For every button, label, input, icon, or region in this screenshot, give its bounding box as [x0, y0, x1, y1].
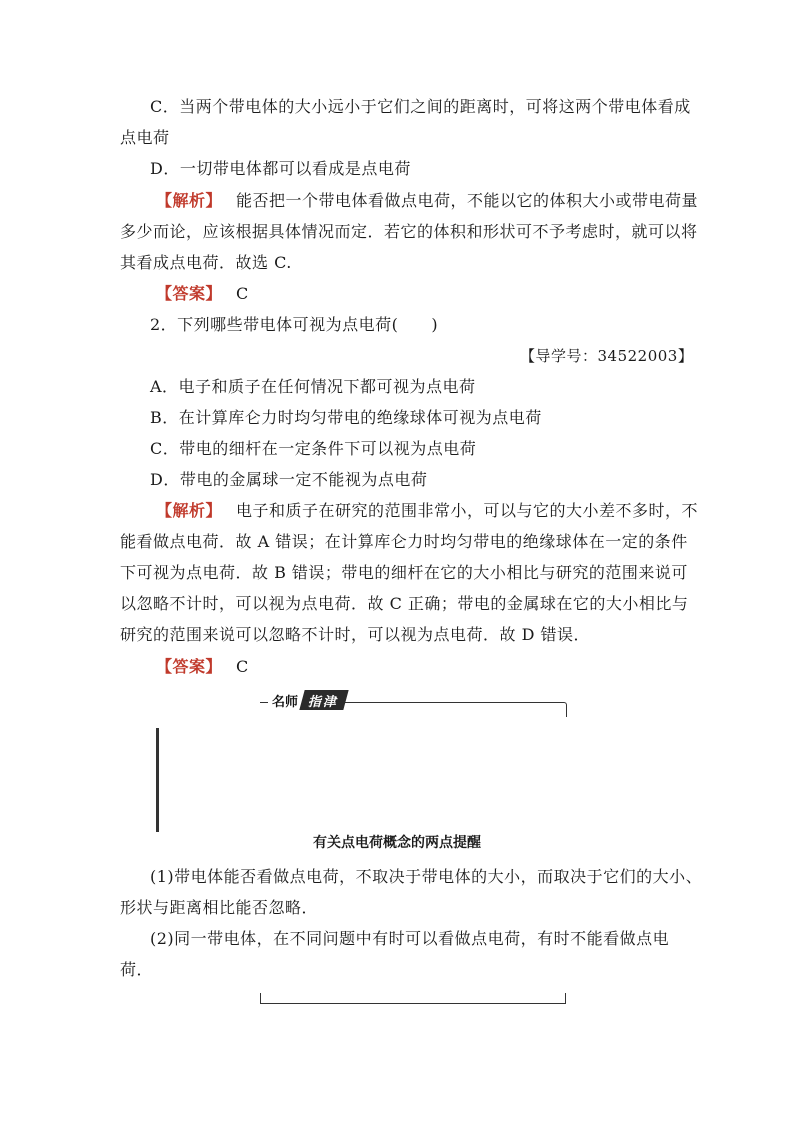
q2-option-b: B．在计算库仑力时均匀带电的绝缘球体可视为点电荷 — [150, 408, 542, 427]
q1-answer — [156, 283, 249, 305]
q2-analysis-line2: 能看做点电荷．故 A 错误；在计算库仑力时均匀带电的绝缘球体在一定的条件 — [120, 532, 688, 551]
q2-analysis-text: 电子和质子在研究的范围非常小，可以与它的大小差不多时，不 — [236, 501, 699, 520]
q1-analysis-line1 — [156, 190, 698, 212]
q1-option-d: D．一切带电体都可以看成是点电荷 — [150, 159, 411, 178]
q2-answer — [156, 656, 249, 678]
q2-option-d: D．带电的金属球一定不能视为点电荷 — [150, 470, 428, 489]
q1-analysis-line3: 其看成点电荷．故选 C. — [120, 253, 292, 272]
q2-option-c: C．带电的细杆在一定条件下可以视为点电荷 — [150, 439, 477, 458]
tip-box-left-bar — [156, 728, 159, 832]
tip-point2-line1: (2)同一带电体，在不同问题中有时可以看做点电荷，有时不能看做点电 — [150, 929, 670, 948]
tip-point2-line2: 荷． — [120, 960, 154, 979]
q1-answer-value: C — [236, 284, 249, 303]
tip-box-title: 有关点电荷概念的两点提醒 — [313, 835, 481, 851]
q2-analysis-tag: 【解析】 — [156, 501, 223, 520]
q1-answer-tag: 【答案】 — [156, 284, 223, 303]
tip-badge-left: 名师 — [268, 690, 302, 710]
tip-box-badge — [268, 690, 346, 710]
q2-analysis-line4: 以忽略不计时，可以视为点电荷．故 C 正确；带电的金属球在它的大小相比与 — [120, 594, 689, 613]
q1-analysis-text: 能否把一个带电体看做点电荷，不能以它的体积大小或带电荷量 — [236, 191, 699, 210]
q2-analysis-line1 — [156, 500, 698, 522]
q2-question: 2．下列哪些带电体可视为点电荷( ) — [150, 315, 439, 334]
q2-answer-tag: 【答案】 — [156, 657, 223, 676]
q2-analysis-line5: 研究的范围来说可以忽略不计时，可以视为点电荷．故 D 错误． — [120, 625, 591, 644]
q1-option-c-line1: C．当两个带电体的大小远小于它们之间的距离时，可将这两个带电体看成 — [150, 97, 691, 116]
q2-analysis-line3: 下可视为点电荷．故 B 错误；带电的细杆在它的大小相比与研究的范围来说可 — [120, 563, 688, 582]
q1-analysis-tag: 【解析】 — [156, 191, 223, 210]
tip-box-bottom-border — [260, 993, 566, 1004]
tip-badge-right — [299, 690, 348, 710]
q1-option-c-line2: 点电荷 — [120, 128, 170, 147]
q1-analysis-line2: 多少而论，应该根据具体情况而定．若它的体积和形状可不予考虑时，就可以将 — [120, 222, 698, 241]
tip-point1-line2: 形状与距离相比能否忽略． — [120, 898, 319, 917]
q2-option-a: A．电子和质子在任何情况下都可视为点电荷 — [150, 377, 476, 396]
tip-point1-line1: (1)带电体能否看做点电荷，不取决于带电体的大小，而取决于它们的大小、 — [150, 867, 703, 886]
q2-guide-number: 【导学号：34522003】 — [520, 347, 694, 365]
q2-answer-value: C — [236, 657, 249, 676]
tip-badge-right-text: 指津 — [308, 694, 339, 710]
